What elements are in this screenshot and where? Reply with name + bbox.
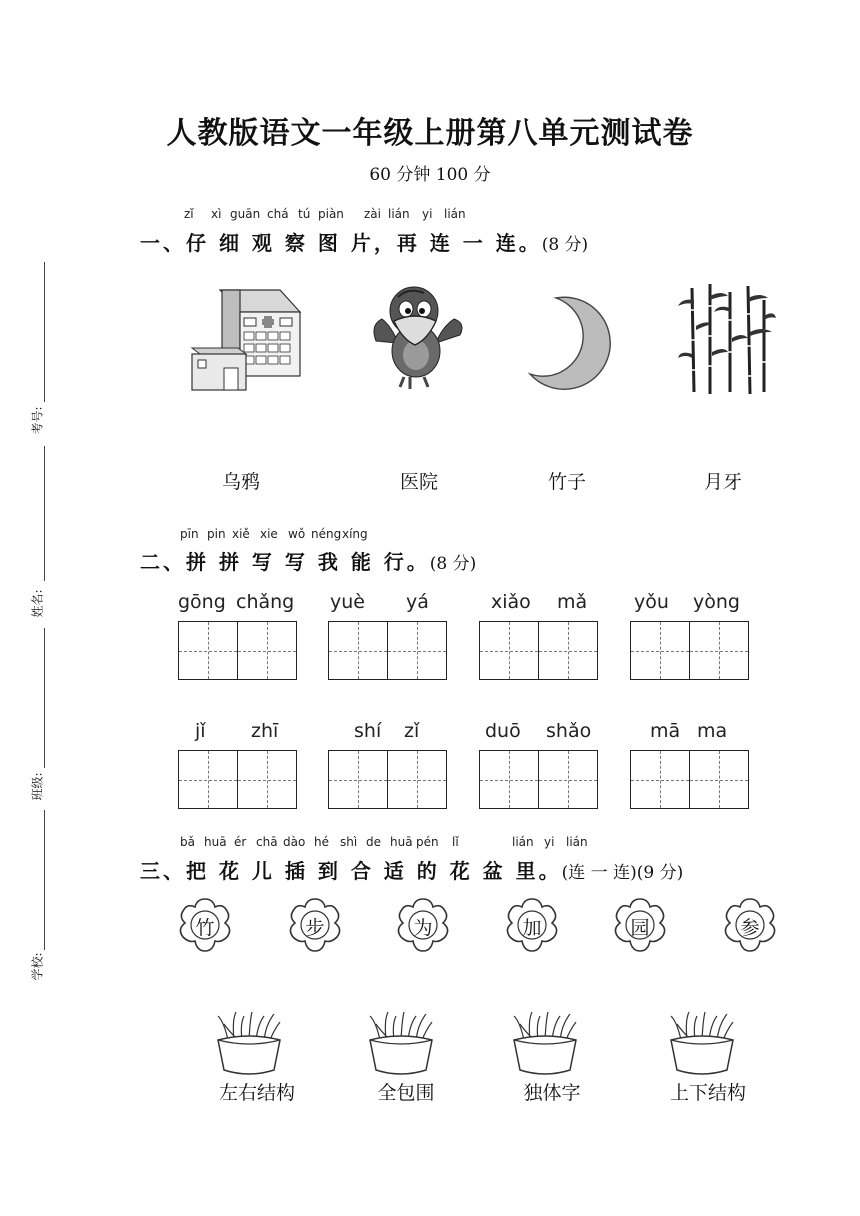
word-moon: 月牙 [703, 471, 742, 493]
tianzige-writing-box[interactable] [178, 621, 297, 680]
pinyin: guān [230, 207, 261, 221]
pinyin: yi [422, 207, 433, 221]
grid-pinyin: shǎo [546, 720, 592, 742]
bamboo-icon [676, 280, 776, 398]
pot-label: 左右结构 [218, 1082, 295, 1104]
pinyin: pīn [180, 527, 199, 541]
grid-pinyin: shí [354, 720, 382, 742]
pinyin: chá [267, 207, 289, 221]
class-label: 班级: [30, 772, 45, 801]
flower-pot-icon[interactable] [667, 1010, 737, 1078]
moon-icon [526, 290, 621, 390]
section2-score: (8 分) [429, 554, 477, 574]
pinyin: de [366, 835, 381, 849]
flower-character: 园 [630, 917, 650, 939]
section3-title: 三、把 花 儿 插 到 合 适 的 花 盆 里。 [140, 859, 562, 883]
grid-pinyin: yuè [330, 591, 365, 613]
pinyin: xiě [232, 527, 250, 541]
grid-pinyin: xiǎo [491, 591, 531, 613]
pinyin: bǎ [180, 835, 195, 849]
flower-character: 步 [305, 917, 325, 939]
pinyin: ér [234, 835, 247, 849]
pinyin: lǐ [452, 835, 459, 849]
grid-pinyin: ma [697, 720, 728, 742]
section2-title: 二、拼 拼 写 写 我 能 行。 [140, 550, 430, 574]
grid-pinyin: yòng [693, 591, 740, 613]
pinyin: lián [512, 835, 534, 849]
pinyin: xì [211, 207, 222, 221]
binding-line-1 [44, 262, 45, 402]
flower-item[interactable] [720, 895, 780, 955]
binding-line-2 [44, 446, 45, 581]
pinyin: pin [207, 527, 226, 541]
pinyin: xie [260, 527, 278, 541]
name-label: 姓名: [30, 589, 45, 618]
word-hospital: 医院 [399, 471, 438, 493]
flower-pot-icon[interactable] [510, 1010, 580, 1078]
page-title: 人教版语文一年级上册第八单元测试卷 [166, 116, 694, 151]
pinyin: lián [444, 207, 466, 221]
pinyin: tú [298, 207, 311, 221]
grid-pinyin: yǒu [634, 591, 669, 613]
word-crow: 乌鸦 [221, 471, 260, 493]
pinyin: zǐ [184, 207, 194, 221]
section1-heading [140, 227, 588, 256]
flower-pot-icon[interactable] [366, 1010, 436, 1078]
pinyin: huā [390, 835, 413, 849]
grid-pinyin: duō [485, 720, 521, 742]
flower-character: 竹 [195, 917, 215, 939]
pinyin: xíng [342, 527, 368, 541]
flower-item[interactable] [285, 895, 345, 955]
pot-label: 独体字 [523, 1082, 581, 1104]
grid-pinyin: mǎ [557, 591, 588, 613]
hospital-icon [188, 282, 303, 392]
crow-icon [368, 283, 468, 393]
exam-duration-score: 60 分钟 100 分 [369, 165, 491, 185]
pinyin: néng [311, 527, 342, 541]
tianzige-writing-box[interactable] [630, 621, 749, 680]
pinyin: pén [416, 835, 439, 849]
tianzige-writing-box[interactable] [178, 750, 297, 809]
binding-line-3 [44, 628, 45, 768]
flower-pot-icon[interactable] [214, 1010, 284, 1078]
flower-item[interactable] [610, 895, 670, 955]
flower-character: 参 [740, 917, 760, 939]
pinyin: zài [364, 207, 381, 221]
grid-pinyin: zhī [251, 720, 279, 742]
flower-item[interactable] [175, 895, 235, 955]
grid-pinyin: jǐ [195, 720, 206, 742]
exam-number-label: 考号: [30, 406, 45, 435]
tianzige-writing-box[interactable] [479, 621, 598, 680]
section1-title: 一、仔 细 观 察 图 片，再 连 一 连。 [140, 231, 542, 255]
pinyin: huā [204, 835, 227, 849]
word-bamboo: 竹子 [547, 471, 586, 493]
grid-pinyin: zǐ [404, 720, 420, 742]
grid-pinyin: mā [650, 720, 681, 742]
pinyin: hé [314, 835, 329, 849]
pinyin: lián [566, 835, 588, 849]
flower-character: 为 [413, 917, 433, 939]
pinyin: shì [340, 835, 358, 849]
pinyin: piàn [318, 207, 344, 221]
pot-label: 上下结构 [669, 1082, 746, 1104]
pinyin: wǒ [288, 527, 306, 541]
pinyin: yi [544, 835, 555, 849]
flower-item[interactable] [502, 895, 562, 955]
pot-label: 全包围 [377, 1082, 435, 1104]
tianzige-writing-box[interactable] [328, 621, 447, 680]
flower-item[interactable] [393, 895, 453, 955]
pinyin: dào [283, 835, 306, 849]
flower-character: 加 [522, 917, 542, 939]
pinyin: chā [256, 835, 278, 849]
grid-pinyin: gōng [178, 591, 226, 613]
pinyin: lián [388, 207, 410, 221]
grid-pinyin: chǎng [236, 591, 295, 613]
section3-score: (连 一 连)(9 分) [561, 863, 684, 883]
tianzige-writing-box[interactable] [630, 750, 749, 809]
section3-heading [140, 855, 683, 884]
section2-heading [140, 546, 476, 575]
section1-score: (8 分) [541, 235, 589, 255]
binding-line-4 [44, 810, 45, 950]
tianzige-writing-box[interactable] [479, 750, 598, 809]
tianzige-writing-box[interactable] [328, 750, 447, 809]
grid-pinyin: yá [406, 591, 429, 613]
school-label: 学校: [30, 952, 45, 981]
